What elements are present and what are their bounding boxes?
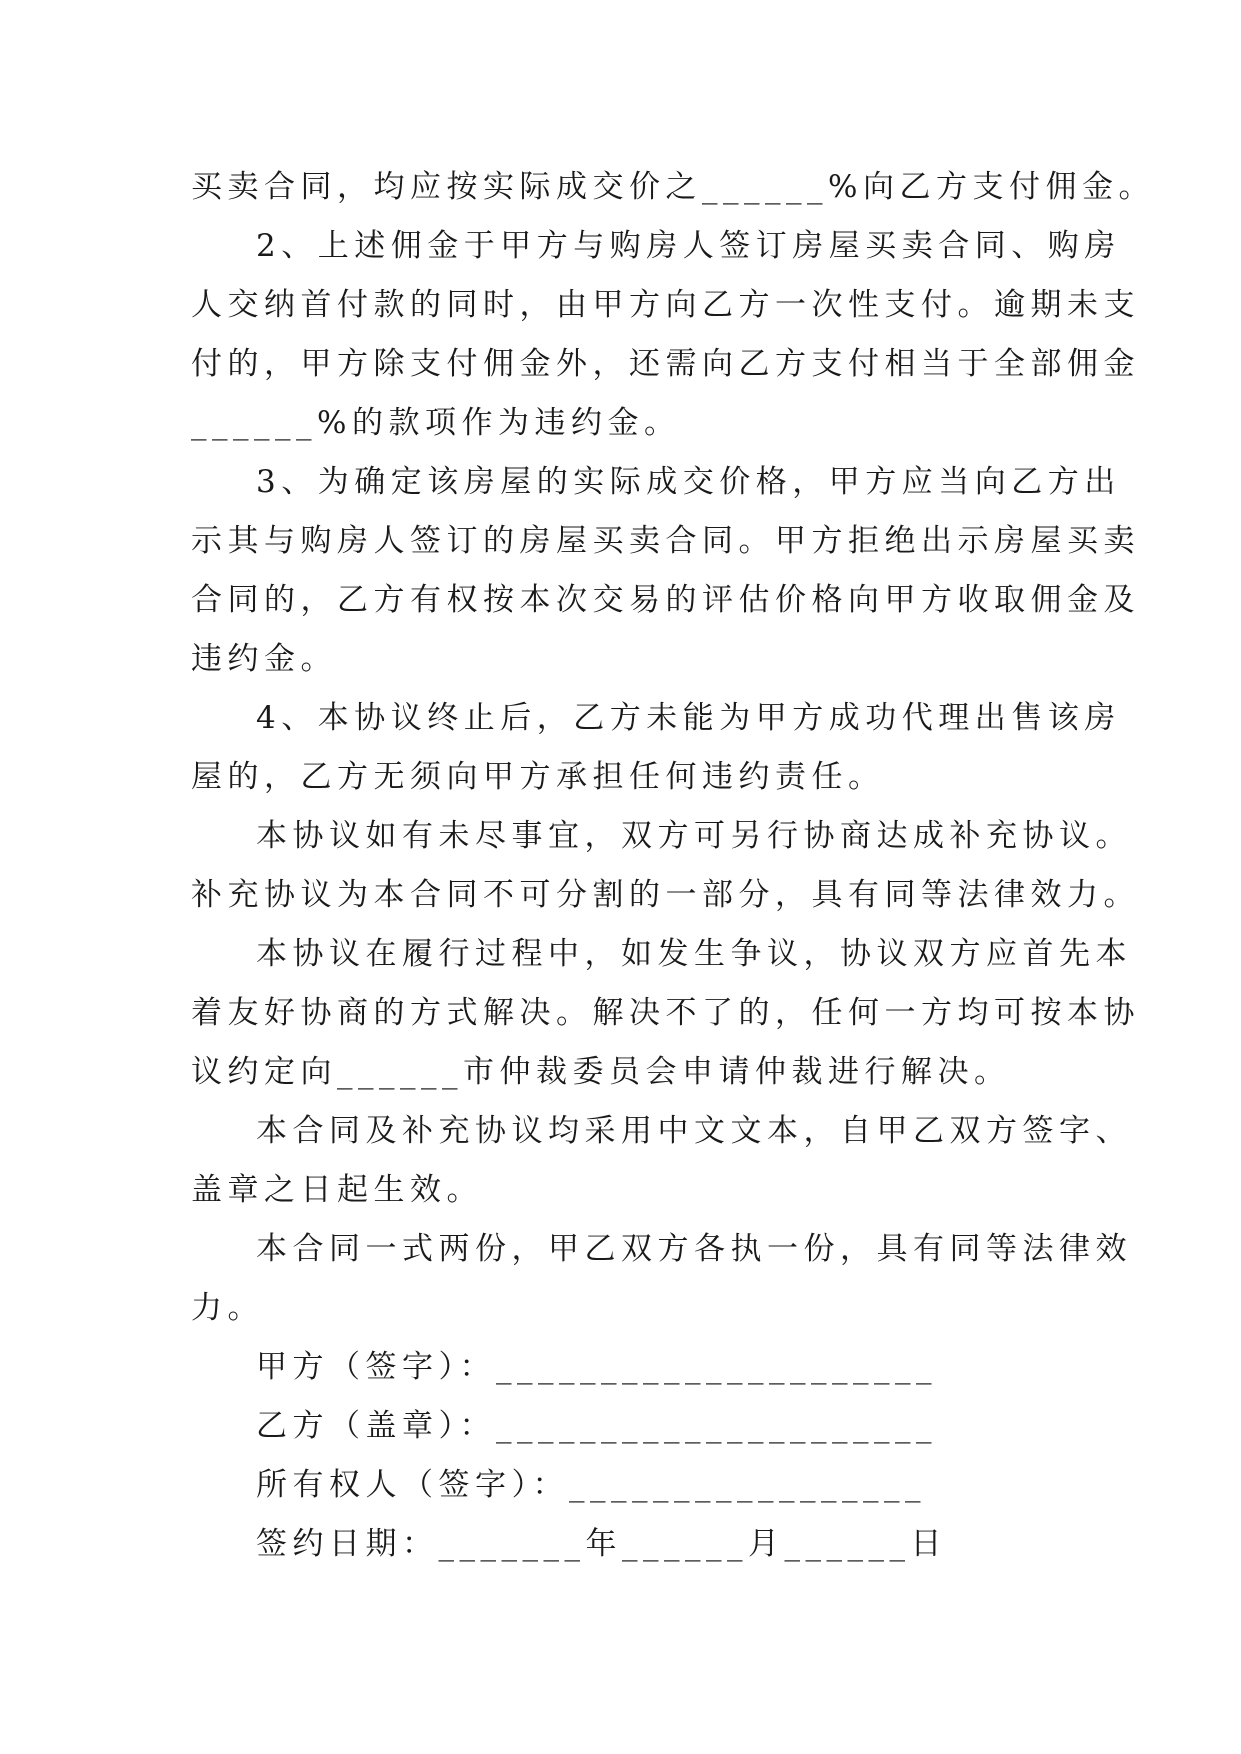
signing-date: 签约日期：_______年______月______日 (256, 1526, 947, 1562)
text-line: 3、为确定该房屋的实际成交价格，甲方应当向乙方出 (256, 464, 1121, 500)
signature-party-b: 乙方（盖章）：_____________________ (256, 1408, 937, 1444)
text-line: 本合同及补充协议均采用中文文本，自甲乙双方签字、 (256, 1113, 1132, 1149)
text-line: 合同的，乙方有权按本次交易的评估价格向甲方收取佣金及 (191, 582, 1140, 618)
text-line: 4、本协议终止后，乙方未能为甲方成功代理出售该房 (256, 700, 1121, 736)
text-line: 议约定向______市仲裁委员会申请仲裁进行解决。 (191, 1054, 1011, 1090)
signature-party-a: 甲方（签字）：_____________________ (256, 1349, 937, 1385)
text-line: 付的，甲方除支付佣金外，还需向乙方支付相当于全部佣金 (191, 346, 1140, 382)
text-line: 买卖合同，均应按实际成交价之______%向乙方支付佣金。 (191, 169, 1155, 205)
text-line: 补充协议为本合同不可分割的一部分，具有同等法律效力。 (191, 877, 1140, 913)
text-line: 违约金。 (191, 641, 337, 677)
text-line: ______%的款项作为违约金。 (191, 405, 681, 441)
text-line: 盖章之日起生效。 (191, 1172, 483, 1208)
text-line: 本协议如有未尽事宜，双方可另行协商达成补充协议。 (256, 818, 1132, 854)
contract-page (191, 158, 1155, 1574)
text-line: 人交纳首付款的同时，由甲方向乙方一次性支付。逾期未支 (191, 287, 1140, 323)
text-line: 着友好协商的方式解决。解决不了的，任何一方均可按本协 (191, 995, 1140, 1031)
text-line: 力。 (191, 1290, 264, 1326)
signature-owner: 所有权人（签字）：_________________ (256, 1467, 926, 1503)
text-line: 示其与购房人签订的房屋买卖合同。甲方拒绝出示房屋买卖 (191, 523, 1140, 559)
text-line: 本协议在履行过程中，如发生争议，协议双方应首先本 (256, 936, 1132, 972)
text-line: 2、上述佣金于甲方与购房人签订房屋买卖合同、购房 (256, 228, 1121, 264)
text-line: 屋的，乙方无须向甲方承担任何违约责任。 (191, 759, 885, 795)
text-line: 本合同一式两份，甲乙双方各执一份，具有同等法律效 (256, 1231, 1132, 1267)
